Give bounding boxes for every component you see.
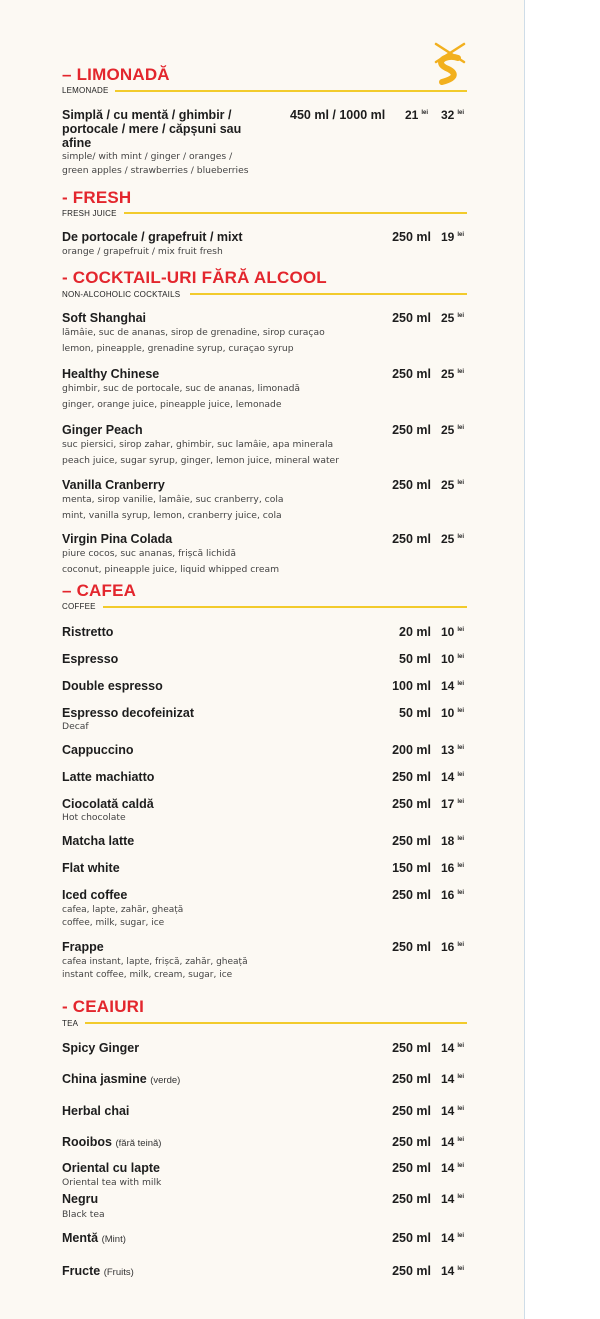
price-value: 18 bbox=[441, 834, 455, 848]
currency-label: lei bbox=[457, 1233, 465, 1239]
menu-item-desc: piure cocos, suc ananas, frișcă lichidă bbox=[62, 548, 237, 559]
price-value: 14 bbox=[441, 1192, 455, 1206]
menu-item-name bbox=[62, 311, 146, 325]
section-subtitle-ceaiuri: TEA bbox=[62, 1019, 79, 1028]
section-title-cocktails: - COCKTAIL-URI FĂRĂ ALCOOL bbox=[62, 268, 327, 287]
menu-item-note: (verde) bbox=[150, 1075, 181, 1086]
currency-label: lei bbox=[457, 534, 465, 540]
price-value: 14 bbox=[441, 679, 455, 693]
currency-label: lei bbox=[457, 1074, 465, 1080]
menu-item-price bbox=[441, 230, 464, 244]
menu-item-label: Latte machiatto bbox=[62, 770, 155, 784]
menu-item-name: Simplă / cu mentă / ghimbir / portocale / mere / căpșuni sau afine bbox=[62, 108, 242, 150]
menu-item-price bbox=[441, 625, 464, 639]
currency-label: lei bbox=[457, 369, 465, 375]
menu-item-name bbox=[62, 1135, 161, 1149]
menu-item-volume: 250 ml bbox=[392, 1161, 431, 1175]
menu-item-volume: 250 ml bbox=[392, 770, 431, 784]
currency-label: lei bbox=[457, 799, 465, 805]
menu-item-desc-en: coconut, pineapple juice, liquid whipped cream bbox=[62, 564, 280, 575]
menu-item-label: Ristretto bbox=[62, 625, 114, 639]
price-value: 14 bbox=[441, 1135, 455, 1149]
menu-item-desc: orange / grapefruit / mix fruit fresh bbox=[62, 246, 223, 257]
currency-label: lei bbox=[457, 480, 465, 486]
currency-label: lei bbox=[457, 313, 465, 319]
menu-item-price bbox=[441, 797, 464, 811]
price-value: 10 bbox=[441, 652, 455, 666]
menu-item-volume: 250 ml bbox=[392, 1231, 431, 1245]
menu-item-volume: 250 ml bbox=[392, 423, 431, 437]
price-value: 16 bbox=[441, 940, 455, 954]
currency-label: lei bbox=[457, 110, 465, 116]
menu-item-name bbox=[62, 1072, 180, 1086]
menu-item-volume: 250 ml bbox=[392, 367, 431, 381]
menu-item-price bbox=[441, 367, 464, 381]
price-value: 19 bbox=[441, 230, 455, 244]
menu-item-name bbox=[62, 770, 154, 784]
menu-item-volume: 250 ml bbox=[392, 888, 431, 902]
menu-item-desc-en: peach juice, sugar syrup, ginger, lemon juice, mineral water bbox=[62, 455, 339, 466]
section-subtitle-limonada: LEMONADE bbox=[62, 86, 109, 95]
menu-item-price bbox=[441, 861, 464, 875]
price-value: 14 bbox=[441, 770, 455, 784]
menu-item-price bbox=[441, 1231, 464, 1245]
menu-item-name bbox=[62, 1192, 98, 1206]
section-rule bbox=[190, 293, 467, 295]
menu-item-volume: 250 ml bbox=[392, 1041, 431, 1055]
menu-item-price bbox=[441, 706, 464, 720]
menu-item-name bbox=[62, 797, 154, 811]
menu-item-name bbox=[62, 478, 165, 492]
section-rule bbox=[124, 212, 467, 214]
menu-item-price bbox=[405, 108, 428, 122]
menu-item-price bbox=[441, 1135, 464, 1149]
menu-item-name bbox=[62, 834, 134, 848]
menu-item-volume: 200 ml bbox=[392, 743, 431, 757]
currency-label: lei bbox=[457, 1163, 465, 1169]
currency-label: lei bbox=[457, 863, 465, 869]
menu-item-volume: 250 ml bbox=[392, 834, 431, 848]
section-rule bbox=[103, 606, 467, 608]
menu-item-volume: 250 ml bbox=[392, 532, 431, 546]
menu-item-label: Healthy Chinese bbox=[62, 367, 160, 381]
menu-item-volume: 250 ml bbox=[392, 1135, 431, 1149]
menu-item-volume: 250 ml bbox=[392, 478, 431, 492]
menu-item-label: Vanilla Cranberry bbox=[62, 478, 165, 492]
currency-label: lei bbox=[457, 708, 465, 714]
menu-item-name bbox=[62, 1104, 129, 1118]
menu-item-price bbox=[441, 770, 464, 784]
menu-item-price bbox=[441, 478, 464, 492]
menu-item-name bbox=[62, 743, 134, 757]
menu-item-desc: Decaf bbox=[62, 721, 89, 732]
menu-item-price bbox=[441, 1072, 464, 1086]
price-value: 25 bbox=[441, 478, 455, 492]
menu-item-desc-en: ginger, orange juice, pineapple juice, lemonade bbox=[62, 399, 282, 410]
menu-item-name bbox=[62, 625, 113, 639]
menu-item-label: Spicy Ginger bbox=[62, 1041, 140, 1055]
currency-label: lei bbox=[457, 745, 465, 751]
menu-item-price bbox=[441, 1192, 464, 1206]
menu-item-label: Oriental cu lapte bbox=[62, 1161, 160, 1175]
menu-item-desc: lămâie, suc de ananas, sirop de grenadine, sirop curaçao bbox=[62, 327, 325, 338]
section-title-ceaiuri: - CEAIURI bbox=[62, 997, 145, 1016]
menu-item-label: Rooibos bbox=[62, 1135, 112, 1149]
menu-item-name bbox=[62, 652, 118, 666]
currency-label: lei bbox=[457, 772, 465, 778]
menu-item-price bbox=[441, 888, 464, 902]
menu-item-volume: 250 ml bbox=[392, 1072, 431, 1086]
menu-item-note: (Mint) bbox=[101, 1234, 126, 1245]
menu-item-label: Cappuccino bbox=[62, 743, 134, 757]
currency-label: lei bbox=[421, 110, 429, 116]
menu-item-volume: 250 ml bbox=[392, 1264, 431, 1278]
menu-item-label: De portocale / grapefruit / mixt bbox=[62, 230, 243, 244]
currency-label: lei bbox=[457, 1137, 465, 1143]
menu-item-desc: cafea, lapte, zahăr, gheață bbox=[62, 905, 184, 915]
section-subtitle-cafea: COFFEE bbox=[62, 602, 96, 611]
menu-item-desc: ghimbir, suc de portocale, suc de ananas, limonadă bbox=[62, 383, 301, 394]
menu-item-name bbox=[62, 1264, 134, 1278]
currency-label: lei bbox=[457, 1106, 465, 1112]
price-value: 16 bbox=[441, 888, 455, 902]
menu-item-price bbox=[441, 940, 464, 954]
menu-item-label: Virgin Pina Colada bbox=[62, 532, 173, 546]
menu-item-desc: suc piersici, sirop zahar, ghimbir, suc lamâie, apa minerala bbox=[62, 439, 334, 450]
price-value: 14 bbox=[441, 1072, 455, 1086]
menu-item-label: Espresso decofeinizat bbox=[62, 706, 194, 720]
menu-item-price bbox=[441, 108, 464, 122]
currency-label: lei bbox=[457, 1266, 465, 1272]
menu-item-desc-en: green apples / strawberries / blueberries bbox=[62, 165, 249, 176]
menu-item-name bbox=[62, 230, 243, 244]
section-title-fresh: - FRESH bbox=[62, 188, 132, 207]
section-subtitle-fresh: FRESH JUICE bbox=[62, 209, 117, 218]
menu-item-label: China jasmine bbox=[62, 1072, 147, 1086]
menu-item-price bbox=[441, 652, 464, 666]
menu-item-name bbox=[62, 940, 104, 954]
menu-item-price bbox=[441, 532, 464, 546]
menu-item-name bbox=[62, 423, 143, 437]
price-value: 14 bbox=[441, 1104, 455, 1118]
currency-label: lei bbox=[457, 890, 465, 896]
menu-item-name bbox=[62, 1231, 126, 1245]
menu-item-price bbox=[441, 423, 464, 437]
price-value: 25 bbox=[441, 367, 455, 381]
menu-item-desc-en: lemon, pineapple, grenadine syrup, curaçao syrup bbox=[62, 343, 294, 354]
menu-item-label: Negru bbox=[62, 1192, 99, 1206]
menu-item-label: Iced coffee bbox=[62, 888, 128, 902]
section-title-cafea: – CAFEA bbox=[62, 581, 137, 600]
menu-item-volume: 250 ml bbox=[392, 311, 431, 325]
currency-label: lei bbox=[457, 627, 465, 633]
menu-item-label: Mentă bbox=[62, 1231, 99, 1245]
right-margin-panel bbox=[524, 0, 600, 1319]
menu-item-name bbox=[62, 532, 172, 546]
price-value: 14 bbox=[441, 1231, 455, 1245]
price-value: 17 bbox=[441, 797, 455, 811]
price-value: 21 bbox=[405, 108, 419, 122]
menu-item-label: Ginger Peach bbox=[62, 423, 143, 437]
menu-item-volume: 50 ml bbox=[399, 652, 431, 666]
menu-item-label: Ciocolată caldă bbox=[62, 797, 154, 811]
menu-item-price bbox=[441, 743, 464, 757]
menu-item-desc: Hot chocolate bbox=[62, 812, 126, 823]
price-value: 13 bbox=[441, 743, 455, 757]
price-value: 14 bbox=[441, 1161, 455, 1175]
menu-item-name bbox=[62, 861, 120, 875]
section-title-limonada: – LIMONADĂ bbox=[62, 65, 170, 84]
menu-item-label: Soft Shanghai bbox=[62, 311, 147, 325]
menu-item-price bbox=[441, 1104, 464, 1118]
menu-item-name bbox=[62, 888, 127, 902]
menu-item-volume: 20 ml bbox=[399, 625, 431, 639]
currency-label: lei bbox=[457, 1043, 465, 1049]
section-subtitle-cocktails: NON-ALCOHOLIC COCKTAILS bbox=[62, 290, 181, 299]
menu-item-volume: 150 ml bbox=[392, 861, 431, 875]
menu-item-price bbox=[441, 679, 464, 693]
price-value: 10 bbox=[441, 706, 455, 720]
chopsticks-logo-icon bbox=[428, 42, 472, 86]
price-value: 25 bbox=[441, 423, 455, 437]
price-value: 25 bbox=[441, 532, 455, 546]
menu-item-volume: 250 ml bbox=[392, 1192, 431, 1206]
menu-item-label: Flat white bbox=[62, 861, 120, 875]
price-value: 14 bbox=[441, 1041, 455, 1055]
menu-item-desc: Oriental tea with milk bbox=[62, 1177, 162, 1188]
menu-item-name bbox=[62, 1161, 160, 1175]
menu-item-desc: menta, sirop vanilie, lamâie, suc cranberry, cola bbox=[62, 494, 284, 505]
price-value: 32 bbox=[441, 108, 455, 122]
menu-item-volume: 50 ml bbox=[399, 706, 431, 720]
menu-item-volume: 100 ml bbox=[392, 679, 431, 693]
menu-item-name bbox=[62, 1041, 139, 1055]
menu-item-note: (fără teină) bbox=[115, 1138, 162, 1149]
menu-item-volume: 250 ml bbox=[392, 1104, 431, 1118]
menu-item-label: Herbal chai bbox=[62, 1104, 130, 1118]
currency-label: lei bbox=[457, 425, 465, 431]
menu-item-volume: 250 ml bbox=[392, 230, 431, 244]
currency-label: lei bbox=[457, 654, 465, 660]
currency-label: lei bbox=[457, 942, 465, 948]
section-rule bbox=[85, 1022, 467, 1024]
menu-item-price bbox=[441, 1041, 464, 1055]
menu-item-note: (Fruits) bbox=[103, 1267, 134, 1278]
menu-item-desc: simple/ with mint / ginger / oranges / bbox=[62, 151, 233, 162]
menu-item-name bbox=[62, 679, 163, 693]
menu-item-label: Matcha latte bbox=[62, 834, 135, 848]
currency-label: lei bbox=[457, 836, 465, 842]
price-value: 25 bbox=[441, 311, 455, 325]
menu-item-name bbox=[62, 706, 194, 720]
menu-item-volume: 250 ml bbox=[392, 940, 431, 954]
menu-item-label: Fructe bbox=[62, 1264, 101, 1278]
menu-item-label: Frappe bbox=[62, 940, 104, 954]
currency-label: lei bbox=[457, 681, 465, 687]
menu-item-volume: 250 ml bbox=[392, 797, 431, 811]
menu-item-name bbox=[62, 367, 159, 381]
currency-label: lei bbox=[457, 232, 465, 238]
price-value: 10 bbox=[441, 625, 455, 639]
menu-item-volume: 450 ml / 1000 ml bbox=[290, 108, 386, 122]
menu-item-price bbox=[441, 1161, 464, 1175]
price-value: 14 bbox=[441, 1264, 455, 1278]
currency-label: lei bbox=[457, 1194, 465, 1200]
menu-item-desc-en: instant coffee, milk, cream, sugar, ice bbox=[62, 970, 233, 980]
menu-item-price bbox=[441, 834, 464, 848]
menu-item-desc: cafea instant, lapte, frișcă, zahăr, gheață bbox=[62, 957, 248, 967]
section-rule bbox=[115, 90, 467, 92]
menu-item-price bbox=[441, 311, 464, 325]
menu-item-desc: Black tea bbox=[62, 1209, 105, 1220]
menu-item-label: Espresso bbox=[62, 652, 119, 666]
price-value: 16 bbox=[441, 861, 455, 875]
menu-item-label: Double espresso bbox=[62, 679, 163, 693]
menu-item-desc-en: mint, vanilla syrup, lemon, cranberry juice, cola bbox=[62, 510, 282, 521]
menu-item-price bbox=[441, 1264, 464, 1278]
menu-item-desc-en: coffee, milk, sugar, ice bbox=[62, 918, 165, 928]
